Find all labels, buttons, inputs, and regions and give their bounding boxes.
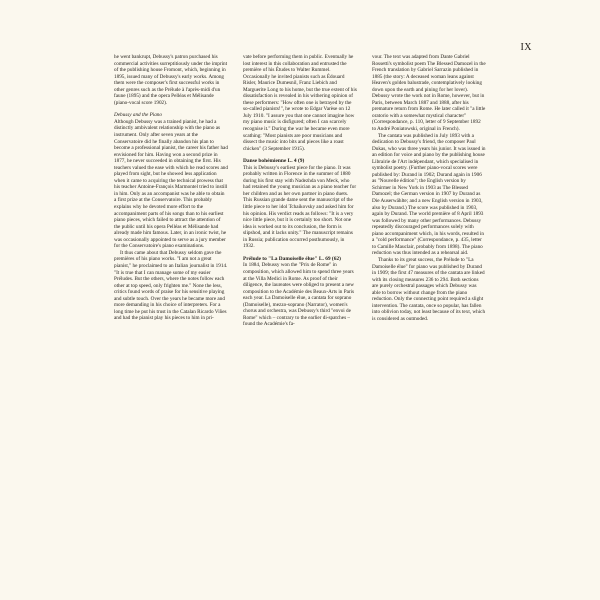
paragraph: It thus came about that Debussy seldom gave the premières of his piano works. "I am not a great pianist," he proclaimed to an Italian journalist in 1914. "It is true that I can manage some of my easier Préludes. But the others, where the notes follow each other at top speed, only frighten me." None the less, critics found words of praise for his sensitive playing and subtle touch. Over the years he became more and more demanding in his choice of interpreters. For a long time he put his trust in the Catalan Ricardo Viñes and had the pianist play his pieces to him in pri- (114, 249, 228, 322)
paragraph: Thanks to its great success, the Prélude to "La Damoiselle élue" for piano was published by Durand in 1909; the first 47 measures of the cantata are linked with its closing measures 236 to 294. Both sections are purely orchestral passages which Debussy was able to borrow without change from the piano reduction. Only the connecting point required a slight intervention. The cantata, once so popular, has fallen into oblivion today, not least because of its text, which is considered as outmoded. (372, 256, 486, 322)
paragraph: he went bankrupt, Debussy's patron purchased his commercial activities surreptitiously under the imprint of the publishing house Fromont, which, beginning in 1895, issued many of Debussy's early works. Among them were the composer's first successful works in other genres such as the Prélude à l'après-midi d'un faune (1895) and the opera Pelléas et Mélisande (piano-vocal score 1902). (114, 54, 228, 106)
paragraph: In 1884, Debussy won the "Prix de Rome" in composition, which allowed him to spend three years at the Villa Medici in Rome. As proof of their diligence, the laureates were obliged to present a new composition to the Académie des Beaux-Arts in Paris each year. La Damoiselle élue, a cantata for soprano (Damoiselle), mezzo-soprano (Narrator), women's chorus and orchestra, was Debussy's third "envoi de Rome" which – contrary to the earlier di-spatches – found the Académie's fa- (243, 262, 355, 328)
paragraph: This is Debussy's earliest piece for the piano. It was probably written in Florence in the summer of 1880 during his first stay with Nadezhda von Meck, who had retained the young musician as a piano teacher for her children and as her own partner in piano duets. This Russian grande dame sent the manuscript of the little piece to her idol Tchaikovsky and asked him for his opinion. His verdict reads as follows: "It is a very nice little piece, but it is certainly too short. Not one idea is worked out to its conclusion, the form is slipshod, and it lacks unity." The manuscript remains in Russia; publication occurred posthumously, in 1932. (243, 164, 357, 250)
paragraph: vate before performing them in public. Eventually he lost interest in this collaboration and entrusted the première of his Études to Walter Rummel. Occasionally he invited pianists such as Édouard Risler, Maurice Dumesnil, Franz Liebich and Marguerite Long to his home, but the true extent of his dissatisfaction is revealed in his withering opinion of these performers: "How often one is betrayed by the so-called pianists!", he wrote to Edgar Varèse on 12 July 1910. "I assure you that one cannot imagine how my piano music is disfigured; often I can scarcely recognise it." During the war he became even more scathing: "Most pianists are poor musicians and dissect the music into bits and pieces like a roast chicken" (3 September 1915). (243, 54, 357, 152)
section-heading: Danse bohémienne L. 4 (9) (243, 158, 305, 165)
paragraph: vour. The text was adapted from Dante Gabriel Rossetti's symbolist poem The Blessed Damozel in the French translation by Gabriel Sarrazin published in 1885 (the story: A deceased woman leans against Heaven's golden balustrade, contemplatively looking down upon the earth and pining for her lover). Debussy wrote the work not in Rome, however, but in Paris, between March 1887 and 1888, after his premature return from Rome. He later called it "a little oratorio with a somewhat mystical character" (Correspondance, p. 110, letter of 9 September 1892 to André Poniatowski, original in French). (372, 54, 486, 133)
section-heading: Debussy and the Piano (114, 112, 162, 119)
column-2 (243, 54, 357, 540)
column-3 (372, 54, 486, 540)
page-number: IX (520, 42, 532, 53)
column-1 (114, 54, 228, 540)
paragraph: The cantata was published in July 1893 with a dedication to Debussy's friend, the composer Paul Dukas, who was three years his junior. It was issued in an edition for voice and piano by the publishing house Librairie de l'Art indépendant, which specialised in symbolist poetry. (Further piano-vocal scores were published by: Durand in 1902; Durand again in 1906 as "Nouvelle édition"; the English version by Schirmer in New York in 1903 as The Blessed Damozel; the German version in 1907 by Durand as Die Auserwählte; and a new English version in 1903, also by Durand.) The score was published in 1903, again by Durand. The world première of 8 April 1893 was followed by many other performances. Debussy repeatedly discouraged performances solely with piano accompaniment which, in his words, resulted in a "cold performance" (Correspondance, p. 435, letter to Camille Mauclair, probably from 1898). The piano reduction was thus intended as a rehearsal aid. (372, 132, 486, 257)
paragraph: Although Debussy was a trained pianist, he had a distinctly ambivalent relationship with the piano as instrument. Only after seven years at the Conservatoire did he finally abandon his plan to become a professional pianist, the career his father had envisioned for him. Having won a second prize in 1877, he never succeeded in obtaining the first. His teachers valued the ease with which he read scores and played from sight, but he showed less application when it came to acquiring the technical prowess that his teacher Antoine-François Marmontel tried to instill in him. Only as an accompanist was he able to obtain a first prize at the Conservatoire. This probably explains why he devoted more effort to the accompaniment parts of his songs than to his earliest piano pieces, which failed to attract the attention of the public until his opera Pelléas et Mélisande had already made him famous. Later, in an ironic twist, he was occasionally appointed to serve as a jury member for the Conservatoire's piano examinations. (114, 118, 228, 250)
section-heading: Prélude to "La Damoiselle élue" L. 69 (62) (243, 255, 341, 262)
text-columns (114, 54, 486, 540)
